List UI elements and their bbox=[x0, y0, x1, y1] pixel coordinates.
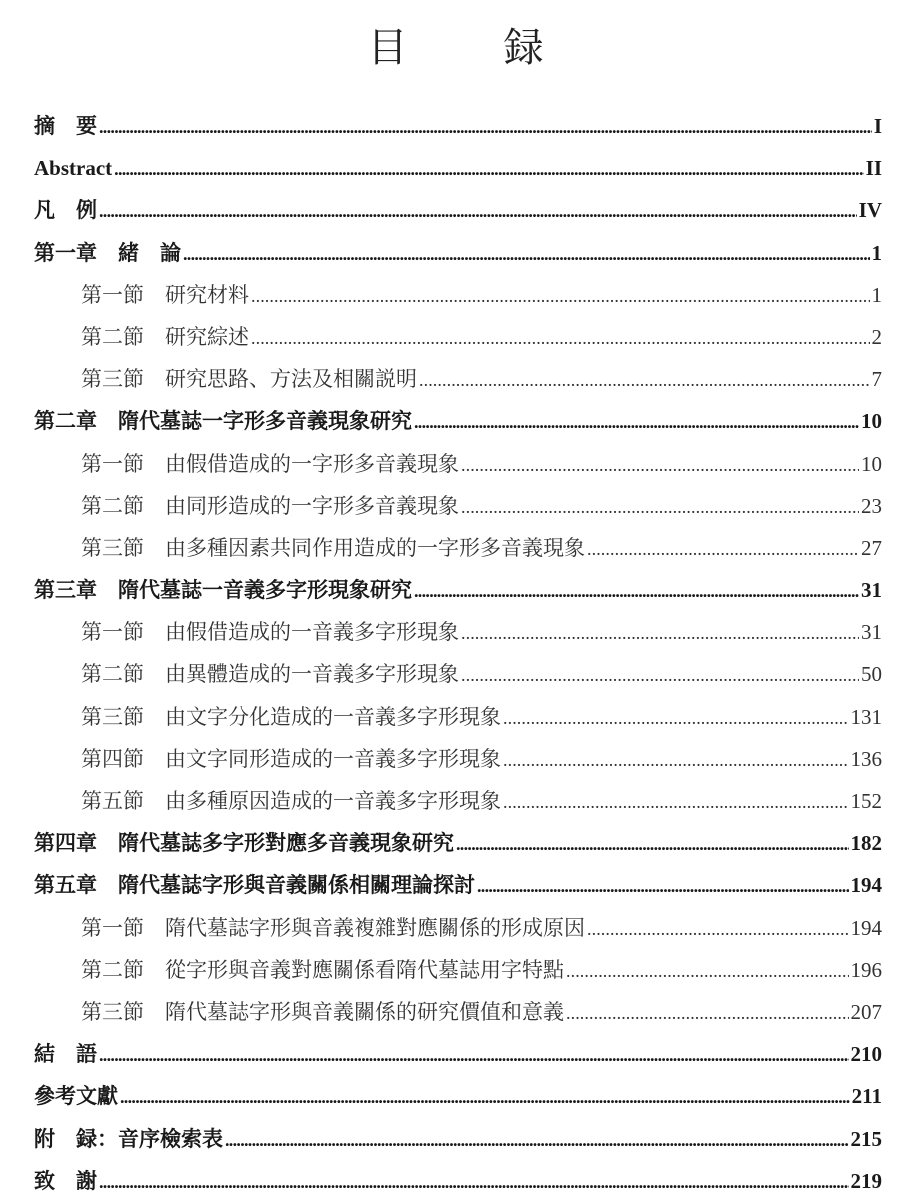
dot-leader bbox=[477, 865, 849, 907]
toc-entry-ch3-sec4[interactable] bbox=[34, 738, 882, 780]
toc-entry-page: 136 bbox=[850, 746, 882, 771]
toc-entry-label: 摘 要 bbox=[34, 114, 97, 138]
toc-entry-ch5-sec2[interactable] bbox=[34, 949, 882, 991]
toc-entry-label: 第一節 由假借造成的一音義多字形現象 bbox=[81, 620, 459, 645]
dot-leader bbox=[503, 697, 849, 739]
dot-leader bbox=[99, 1161, 849, 1203]
toc-entry-label: 第三節 由文字分化造成的一音義多字形現象 bbox=[81, 704, 501, 729]
toc-entry-label: 第五章 隋代墓誌字形與音義關係相關理論探討 bbox=[34, 873, 475, 898]
dot-leader bbox=[120, 1076, 850, 1118]
toc-entry-ch1-sec3[interactable] bbox=[34, 358, 882, 400]
toc-entry-page: 50 bbox=[861, 662, 882, 687]
toc-entry-ch2-sec1[interactable] bbox=[34, 443, 882, 485]
dot-leader bbox=[461, 612, 859, 654]
toc-entry-chapter-5[interactable] bbox=[34, 864, 882, 906]
toc-entry-label: 第四節 由文字同形造成的一音義多字形現象 bbox=[81, 746, 501, 771]
toc-entry-label: 附 録：音序檢索表 bbox=[34, 1126, 223, 1151]
toc-entry-page: 194 bbox=[850, 915, 882, 940]
toc-entry-label: 第二章 隋代墓誌一字形多音義現象研究 bbox=[34, 409, 412, 434]
dot-leader bbox=[225, 1119, 849, 1161]
toc-entry-page: 1 bbox=[871, 282, 882, 307]
toc-entry-abstract-en[interactable] bbox=[34, 147, 882, 189]
toc-entry-ch3-sec3[interactable] bbox=[34, 696, 882, 738]
dot-leader bbox=[461, 486, 859, 528]
dot-leader bbox=[461, 654, 859, 696]
toc-entry-page: 211 bbox=[851, 1084, 882, 1109]
toc-entry-page: 1 bbox=[871, 240, 882, 265]
toc-entry-label: 第二節 由異體造成的一音義多字形現象 bbox=[81, 662, 459, 687]
toc-entry-conventions[interactable] bbox=[34, 189, 882, 231]
toc-entry-page: 31 bbox=[861, 578, 882, 603]
toc-entry-label: 參考文獻 bbox=[34, 1084, 118, 1109]
toc-entry-label: 第三節 隋代墓誌字形與音義關係的研究價值和意義 bbox=[81, 999, 564, 1024]
toc-entry-label: 第二節 從字形與音義對應關係看隋代墓誌用字特點 bbox=[81, 957, 564, 982]
dot-leader bbox=[414, 570, 859, 612]
toc-entry-page: 10 bbox=[861, 451, 882, 476]
dot-leader bbox=[503, 781, 849, 823]
toc-entry-label: 第五節 由多種原因造成的一音義多字形現象 bbox=[81, 789, 501, 813]
dot-leader bbox=[587, 528, 859, 570]
dot-leader bbox=[461, 444, 859, 486]
toc-entry-references[interactable] bbox=[34, 1075, 882, 1117]
page-title: 目 録 bbox=[367, 25, 572, 71]
toc-entry-label: 第三章 隋代墓誌一音義多字形現象研究 bbox=[34, 578, 412, 603]
toc-entry-label: 第一節 由假借造成的一字形多音義現象 bbox=[81, 451, 459, 476]
dot-leader bbox=[503, 739, 849, 781]
toc-entry-ch2-sec2[interactable] bbox=[34, 485, 882, 527]
dot-leader bbox=[566, 992, 849, 1034]
toc-entry-conclusion[interactable] bbox=[34, 1033, 882, 1075]
toc-entry-ch2-sec3[interactable] bbox=[34, 527, 882, 569]
toc-entry-page: 152 bbox=[850, 789, 882, 813]
toc-entry-label: 第二節 研究綜述 bbox=[81, 324, 249, 349]
toc-entry-page: 194 bbox=[850, 873, 882, 898]
toc-entry-page: IV bbox=[858, 198, 882, 223]
toc-entry-acknowledgements[interactable] bbox=[34, 1160, 882, 1202]
toc-entry-label: 第一章 緒 論 bbox=[34, 240, 181, 265]
toc-entry-page: 215 bbox=[850, 1126, 882, 1151]
toc-entry-page: 27 bbox=[861, 535, 882, 560]
toc-entry-ch1-sec1[interactable] bbox=[34, 274, 882, 316]
toc-entry-label: 第一節 隋代墓誌字形與音義複雜對應關係的形成原因 bbox=[81, 915, 585, 940]
dot-leader bbox=[114, 148, 863, 190]
toc-entry-page: I bbox=[873, 114, 882, 138]
toc-entry-page: 10 bbox=[861, 409, 882, 434]
toc-entry-label: 第一節 研究材料 bbox=[81, 282, 249, 307]
toc-entry-page: 210 bbox=[850, 1042, 882, 1067]
toc-entry-ch3-sec2[interactable] bbox=[34, 653, 882, 695]
table-of-contents bbox=[34, 105, 882, 1202]
toc-entry-label: 第三節 由多種因素共同作用造成的一字形多音義現象 bbox=[81, 535, 585, 560]
dot-leader bbox=[251, 275, 870, 317]
dot-leader bbox=[566, 950, 849, 992]
toc-entry-chapter-2[interactable] bbox=[34, 400, 882, 442]
dot-leader bbox=[419, 359, 870, 401]
toc-entry-label: 致 謝 bbox=[34, 1168, 97, 1193]
toc-entry-ch1-sec2[interactable] bbox=[34, 316, 882, 358]
toc-entry-page: II bbox=[865, 156, 882, 181]
toc-entry-label: 結 語 bbox=[34, 1042, 97, 1067]
toc-entry-abstract-zh[interactable] bbox=[34, 105, 882, 147]
toc-entry-page: 7 bbox=[871, 367, 882, 392]
toc-entry-label: 第三節 研究思路、方法及相關説明 bbox=[81, 367, 417, 392]
toc-entry-ch5-sec3[interactable] bbox=[34, 991, 882, 1033]
dot-leader bbox=[99, 106, 872, 148]
dot-leader bbox=[456, 823, 849, 865]
toc-entry-page: 207 bbox=[850, 999, 882, 1024]
toc-entry-page: 182 bbox=[850, 831, 882, 856]
toc-entry-label: 第四章 隋代墓誌多字形對應多音義現象研究 bbox=[34, 831, 454, 856]
dot-leader bbox=[414, 401, 859, 443]
toc-entry-page: 219 bbox=[850, 1168, 882, 1193]
dot-leader bbox=[183, 233, 870, 275]
toc-entry-ch5-sec1[interactable] bbox=[34, 907, 882, 949]
toc-entry-ch3-sec1[interactable] bbox=[34, 611, 882, 653]
dot-leader bbox=[251, 317, 870, 359]
toc-entry-label: Abstract bbox=[34, 156, 113, 181]
toc-entry-page: 31 bbox=[861, 620, 882, 645]
dot-leader bbox=[99, 1034, 849, 1076]
toc-entry-page: 131 bbox=[850, 704, 882, 729]
dot-leader bbox=[587, 908, 849, 950]
toc-entry-label: 凡 例 bbox=[34, 198, 97, 223]
toc-entry-page: 23 bbox=[861, 493, 882, 518]
dot-leader bbox=[99, 190, 857, 232]
toc-entry-label: 第二節 由同形造成的一字形多音義現象 bbox=[81, 493, 459, 518]
toc-entry-chapter-4[interactable] bbox=[34, 822, 882, 864]
toc-entry-chapter-1[interactable] bbox=[34, 232, 882, 274]
toc-entry-chapter-3[interactable] bbox=[34, 569, 882, 611]
toc-entry-ch3-sec5[interactable] bbox=[34, 780, 882, 822]
toc-entry-page: 196 bbox=[850, 957, 882, 982]
toc-entry-appendix[interactable] bbox=[34, 1118, 882, 1160]
toc-entry-page: 2 bbox=[871, 324, 882, 349]
